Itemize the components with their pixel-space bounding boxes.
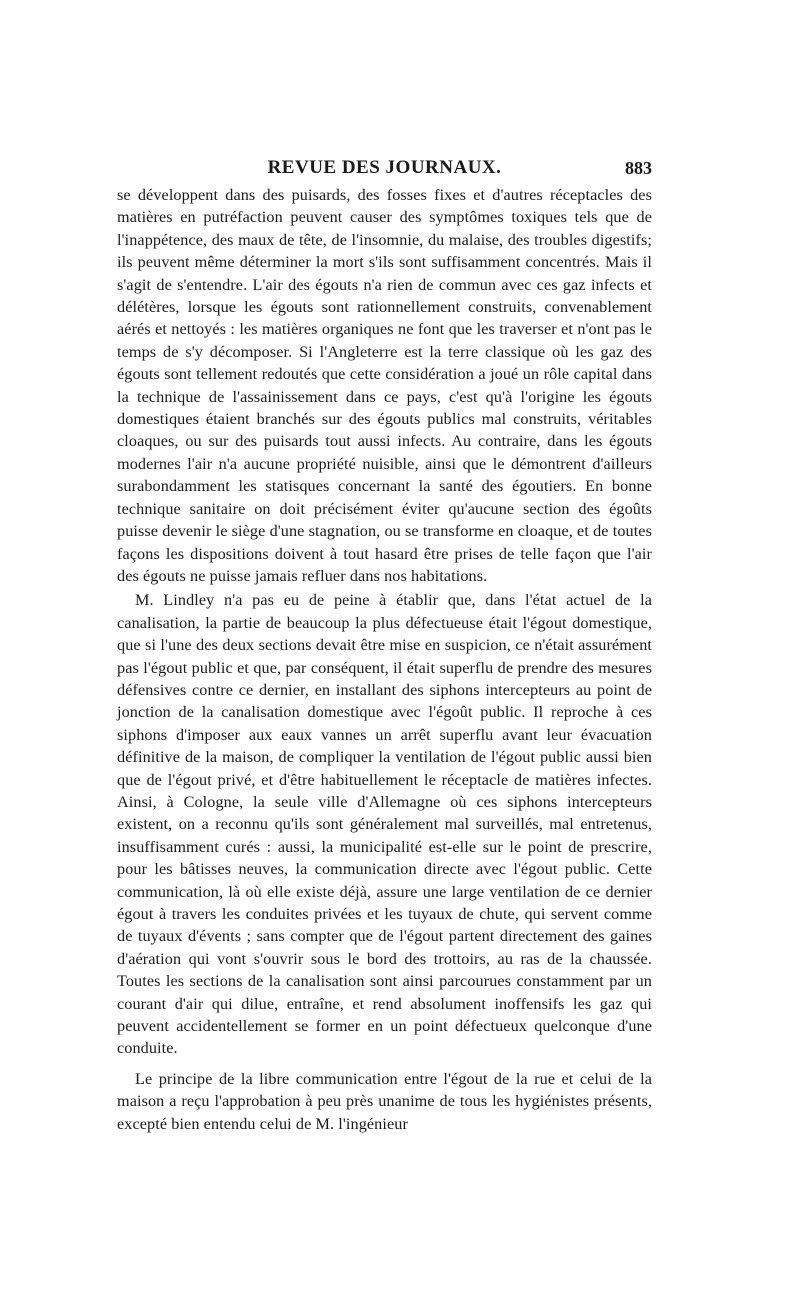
paragraph-2: M. Lindley n'a pas eu de peine à établir que, dans l'état actuel de la canalisation, la partie de beaucoup la plus défectueuse était l'égout domestique, que si l'une des deux sections devait être mise en suspicion, ce n'était assurément pas l'égout public et que, par conséquent, il était superflu de prendre des mesures défensives contre ce dernier, en installant des siphons intercepteurs au point de jonction de la canalisation domestique avec l'égoût public. Il reproche à ces siphons d'imposer aux eaux vannes un arrêt superflu avant leur évacuation définitive de la maison, de compliquer la ventilation de l'égout public aussi bien que de l'égout privé, et d'être habituellement le réceptacle de matières infectes. Ainsi, à Cologne, la seule ville d'Allemagne où ces siphons intercepteurs existent, on a reconnu qu'ils sont généralement mal surveillés, mal entretenus, insuffisamment curés : aussi, la municipalité est-elle sur le point de prescrire, pour les bâtisses neuves, la communication directe avec l'égout public. Cette communication, là où elle existe déjà, assure une large ventilation de ce dernier égout à travers les conduites privées et les tuyaux de chute, qui servent comme de tuyaux d'évents ; sans compter que de l'égout partent directement des gaines d'aération qui vont s'ouvrir sous le bord des trottoirs, au ras de la chaussée. Toutes les sections de la canalisation sont ainsi parcourues constamment par un courant d'air qui dilue, entraîne, et rend absolument inoffensifs les gaz qui peuvent accidentellement se former en un point défectueux quelconque d'une conduite.	[117, 591, 652, 1058]
running-title: REVUE DES JOURNAUX.	[267, 157, 502, 178]
paragraph-1: se développent dans des puisards, des fosses fixes et d'autres réceptacles des matières en putréfaction peuvent causer des symptômes toxiques tels que de l'inappétence, des maux de tête, de l'insomnie, du malaise, des troubles digestifs; ils peuvent même déterminer la mort s'ils sont suffisamment concentrés. Mais il s'agit de s'entendre. L'air des égouts n'a rien de commun avec ces gaz infects et délétères, lorsque les égouts sont rationnellement construits, convenablement aérés et nettoyés : les matières organiques ne font que les traverser et n'ont pas le temps de s'y décomposer. Si l'Angleterre est la terre classique où les gaz des égouts sont tellement redoutés que cette considération a joué un rôle capital dans la technique de l'assainissement dans ce pays, c'est qu'à l'origine les égouts domestiques étaient branchés sur des égouts publics mal construits, véritables cloaques, ou sur des puisards tout aussi infects. Au contraire, dans les égouts modernes l'air n'a aucune propriété nuisible, ainsi que le démontrent d'ailleurs surabondamment les statisques concernant la santé des égoutiers. En bonne technique sanitaire on doit précisément éviter qu'aucune section des égoûts puisse devenir le siège d'une stagnation, ou se transforme en cloaque, et de toutes façons les dispositions doivent à tout hasard être prises de telle façon que l'air des égouts ne puisse jamais refluer dans nos habitations.	[117, 186, 652, 585]
paragraph-3: Le principe de la libre communication entre l'égout de la rue et celui de la maison a reçu l'approbation à peu près unanime de tous les hygiénistes présents, excepté bien entendu celui de M. l'ingénieur	[117, 1069, 652, 1133]
running-head	[117, 155, 652, 181]
page-number: 883	[625, 158, 652, 178]
body-text	[117, 184, 652, 1135]
